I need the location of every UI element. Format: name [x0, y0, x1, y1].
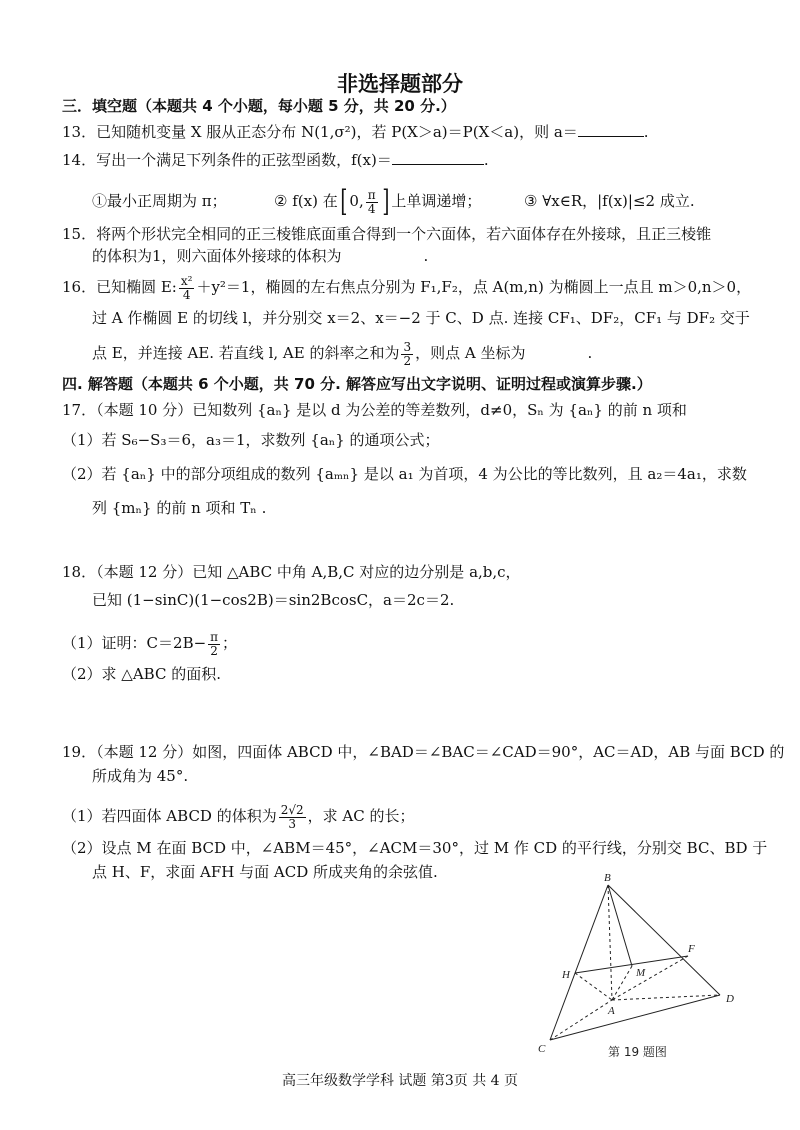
question-19-stem-line-1: 19．（本题 12 分）如图，四面体 ABCD 中，∠BAD＝∠BAC＝∠CAD＝90°，AC＝AD，AB 与面 BCD 的 — [62, 743, 785, 761]
q19-p1-text: （1）若四面体 ABCD 的体积为 — [62, 807, 277, 825]
label-M: M — [636, 967, 646, 979]
question-15-line-2 — [92, 246, 428, 266]
question-16-line-2: 过 A 作椭圆 E 的切线 l，并分别交 x＝2、x＝−2 于 C、D 点. 连接 CF₁、DF₂，CF₁ 与 DF₂ 交于 — [92, 309, 750, 327]
question-17-part-2-line-2: 列 {mₙ} 的前 n 项和 Tₙ . — [92, 499, 267, 517]
pi-over-2-fraction — [208, 631, 220, 658]
q19-p1-tail: ，求 AC 的长； — [307, 807, 415, 825]
pi-over-4-fraction — [366, 189, 378, 216]
question-14 — [62, 150, 489, 170]
q13-text: 13．已知随机变量 X 服从正态分布 N(1,σ²)，若 P(X＞a)＝P(X＜a)，则 a＝ — [62, 123, 578, 141]
left-bracket: [ — [340, 184, 348, 219]
q16-period: . — [587, 344, 593, 362]
question-17-part-1: （1）若 S₆−S₃＝6，a₃＝1，求数列 {aₙ} 的通项公式； — [62, 431, 440, 449]
page-footer: 高三年级数学学科 试题 第3页 共 4 页 — [281, 1073, 519, 1089]
q14-c2-text: ② f(x) 在 — [274, 192, 338, 210]
q14-interval-start: 0, — [349, 192, 364, 210]
q15-text: 的体积为1，则六面体外接球的体积为 — [92, 247, 342, 265]
q16-answer-blank[interactable] — [525, 343, 587, 358]
question-17-part-2-line-1: （2）若 {aₙ} 中的部分项组成的数列 {aₘₙ} 是以 a₁ 为首项，4 为公比的等比数列，且 a₂＝4a₁，求数 — [62, 465, 747, 483]
question-16-line-1 — [62, 270, 751, 304]
q15-period: . — [423, 247, 429, 265]
fraction-numerator: 3 — [403, 339, 412, 354]
q14-condition-3: ③ ∀x∈R，|f(x)|≤2 成立. — [524, 192, 695, 210]
section-4-header: 四. 解答题（本题共 6 个小题，共 70 分. 解答应写出文字说明、证明过程或演算步骤.） — [62, 375, 652, 393]
question-19-part-2-line-1: （2）设点 M 在面 BCD 中，∠ABM＝45°，∠ACM＝30°，过 M 作 CD 的平行线，分别交 BC、BD 于 — [62, 839, 768, 857]
question-18-part-2: （2）求 △ABC 的面积. — [62, 665, 221, 683]
q14-answer-blank[interactable] — [392, 150, 484, 165]
volume-fraction — [279, 804, 306, 831]
fraction-denominator: 2 — [210, 643, 218, 658]
figure-caption: 第 19 题图 — [608, 1045, 667, 1059]
fraction-numerator: π — [367, 187, 376, 202]
label-A: A — [608, 1005, 615, 1017]
question-19-part-1 — [62, 798, 415, 834]
fraction-denominator: 3 — [288, 816, 296, 831]
question-16-line-3 — [92, 336, 592, 370]
fraction-numerator: π — [210, 629, 219, 644]
question-19-part-2-line-2: 点 H、F，求面 AFH 与面 ACD 所成夹角的余弦值. — [92, 863, 438, 881]
label-H: H — [562, 969, 570, 981]
label-C: C — [538, 1043, 546, 1055]
x2-over-4-fraction — [179, 275, 195, 302]
q14-condition-1: ①最小正周期为 π； — [92, 192, 227, 210]
q16-text-d: ，则点 A 坐标为 — [415, 344, 526, 362]
fraction-denominator: 4 — [182, 287, 191, 302]
fraction-numerator: 2√2 — [280, 802, 304, 817]
segment-MA — [612, 966, 632, 1000]
question-18-stem: 18．（本题 12 分）已知 △ABC 中角 A,B,C 对应的边分别是 a,b,c， — [62, 563, 521, 581]
question-15-line-1: 15．将两个形状完全相同的正三棱锥底面重合得到一个六面体，若六面体存在外接球，且正三棱锥 — [62, 225, 712, 243]
fraction-denominator: 2 — [403, 353, 412, 368]
segment-HA — [575, 973, 612, 1000]
label-B: B — [604, 872, 611, 884]
question-18-condition: 已知 (1−sinC)(1−cos2B)＝sin2BcosC，a＝2c＝2. — [92, 591, 455, 609]
q13-period: . — [643, 123, 649, 141]
section-3-header: 三．填空题（本题共 4 个小题，每小题 5 分，共 20 分.） — [62, 97, 456, 115]
q14-period: . — [483, 151, 489, 169]
fraction-denominator: 4 — [367, 201, 376, 216]
question-18-part-1 — [62, 626, 237, 660]
tetrahedron-figure — [520, 870, 780, 1070]
three-halves-fraction — [401, 341, 413, 368]
question-13 — [62, 122, 649, 142]
q14-conditions — [92, 184, 772, 218]
edge-CA — [550, 1000, 612, 1040]
q15-answer-blank[interactable] — [342, 246, 424, 261]
q14-c2-tail: 上单调递增； — [391, 192, 482, 210]
page-title: 非选择题部分 — [337, 72, 463, 96]
fraction-numerator: x² — [180, 273, 193, 288]
q14-condition-2 — [274, 184, 481, 218]
q14-text: 14．写出一个满足下列条件的正弦型函数，f(x)＝ — [62, 151, 392, 169]
segment-FA — [612, 956, 688, 1000]
q16-text-b: ＋y²＝1，椭圆的左右焦点分别为 F₁,F₂，点 A(m,n) 为椭圆上一点且 m＞0,n＞0， — [196, 278, 752, 296]
q18-p1-text: （1）证明：C＝2B− — [62, 634, 207, 652]
right-bracket: ] — [381, 184, 389, 219]
edge-BC — [550, 885, 608, 1040]
q13-answer-blank[interactable] — [578, 122, 644, 137]
label-D: D — [726, 993, 734, 1005]
question-19-stem-line-2: 所成角为 45°. — [92, 767, 189, 785]
q18-p1-tail: ； — [222, 634, 238, 652]
edge-CD — [550, 995, 720, 1040]
label-F: F — [688, 943, 695, 955]
q16-text-c: 点 E，并连接 AE. 若直线 l, AE 的斜率之和为 — [92, 344, 400, 362]
question-17-stem: 17．（本题 10 分）已知数列 {aₙ} 是以 d 为公差的等差数列，d≠0，Sₙ 为 {aₙ} 的前 n 项和 — [62, 401, 687, 419]
q16-text-a: 16．已知椭圆 E: — [62, 278, 177, 296]
edge-BA — [608, 885, 612, 1000]
